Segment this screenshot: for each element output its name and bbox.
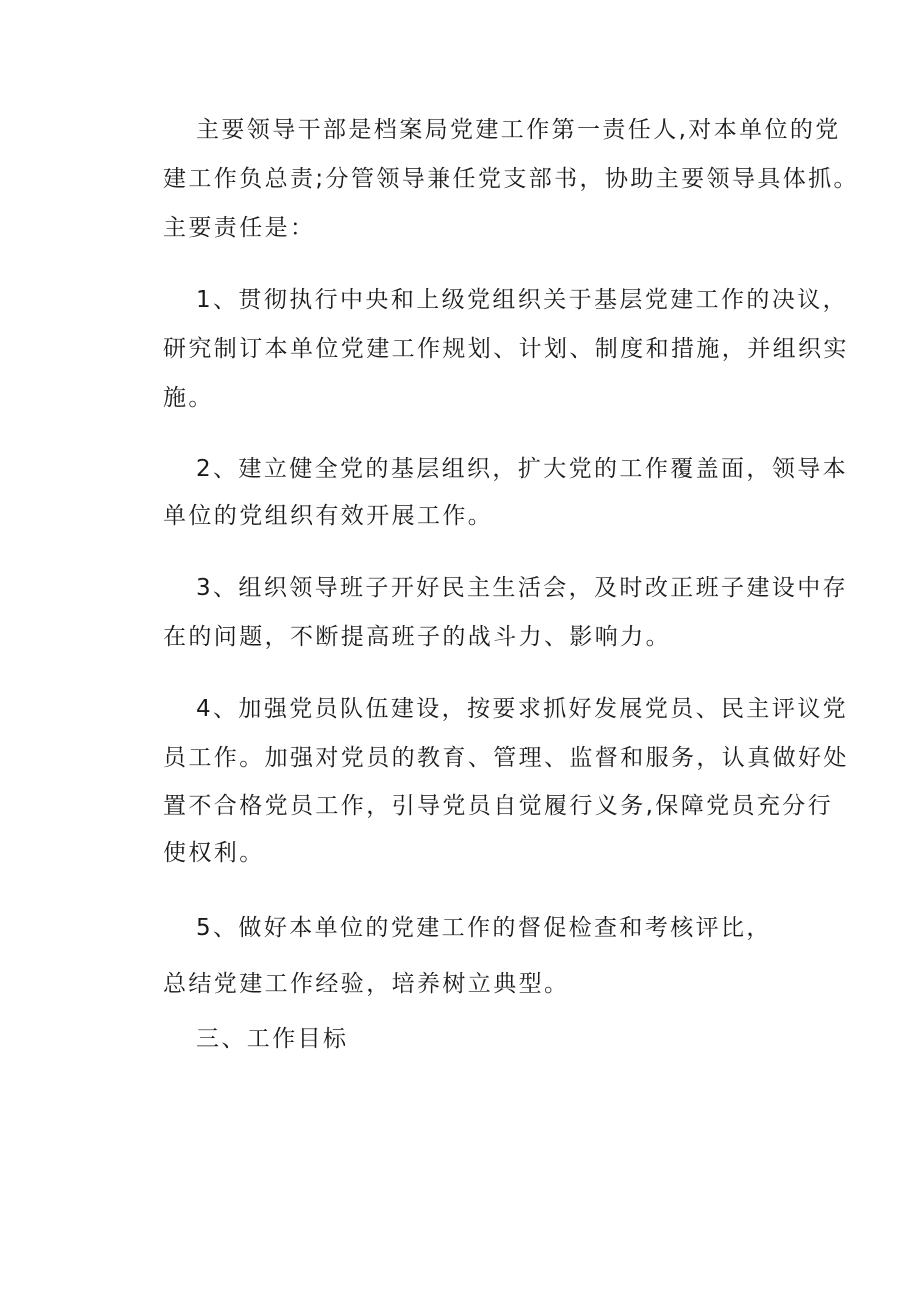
item-2-line-2: 单位的党组织有效开展工作。: [163, 503, 494, 529]
item-3-line-2: 在的问题，不断提高班子的战斗力、影响力。: [163, 624, 671, 650]
item-1-line-3: 施。: [163, 385, 214, 411]
item-5-line-1: 5、做好本单位的党建工作的督促检查和考核评比，: [196, 915, 772, 941]
item-5-line-2: 总结党建工作经验，培养树立典型。: [163, 971, 570, 997]
item-1-line-2: 研究制订本单位党建工作规划、计划、制度和措施，并组织实: [163, 336, 849, 362]
intro-line-2: 建工作负总责;分管领导兼任党支部书，协助主要领导具体抓。: [163, 166, 859, 192]
item-4-line-4: 使权利。: [163, 840, 265, 866]
intro-line-1: 主要领导干部是档案局党建工作第一责任人,对本单位的党: [196, 117, 841, 143]
item-4-line-2: 员工作。加强对党员的教育、管理、监督和服务，认真做好处: [163, 745, 849, 771]
item-1-line-1: 1、贯彻执行中央和上级党组织关于基层党建工作的决议，: [196, 287, 849, 313]
item-2-line-1: 2、建立健全党的基层组织，扩大党的工作覆盖面，领导本: [196, 456, 849, 482]
item-4-line-1: 4、加强党员队伍建设，按要求抓好发展党员、民主评议党: [196, 696, 849, 722]
intro-line-3: 主要责任是：: [163, 215, 316, 241]
item-4-line-3: 置不合格党员工作，引导党员自觉履行义务,保障党员充分行: [163, 793, 834, 819]
section-heading: 三、工作目标: [196, 1026, 349, 1052]
item-3-line-1: 3、组织领导班子开好民主生活会，及时改正班子建设中存: [196, 575, 849, 601]
